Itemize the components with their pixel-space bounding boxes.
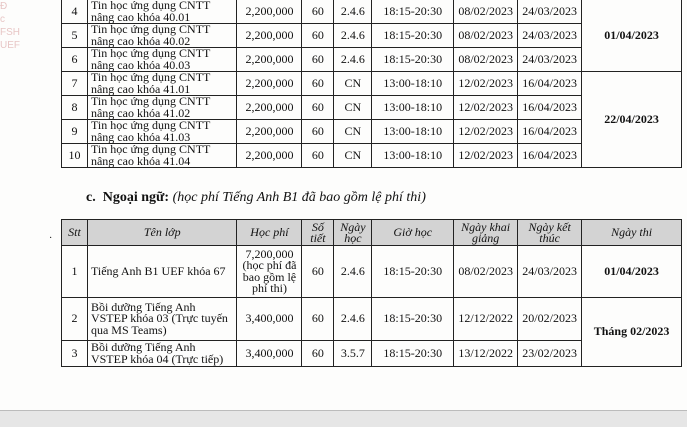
table-row xyxy=(62,72,682,96)
cell-days: 2.4.6 xyxy=(334,246,372,298)
page-footer-bar xyxy=(0,410,687,427)
cell-name: Tin học ứng dụng CNTT nâng cao khóa 40.03 xyxy=(87,48,237,72)
cell-end: 16/04/2023 xyxy=(518,144,582,168)
it-courses-table xyxy=(61,0,682,168)
cell-end: 20/02/2023 xyxy=(518,298,582,341)
cell-time: 13:00-18:10 xyxy=(372,96,454,120)
cell-end: 23/02/2023 xyxy=(518,341,582,367)
cell-time: 13:00-18:10 xyxy=(372,120,454,144)
cell-time: 18:15-20:30 xyxy=(372,246,454,298)
cell-fee: 2,200,000 xyxy=(237,72,302,96)
cell-end: 24/03/2023 xyxy=(518,48,582,72)
cell-periods: 60 xyxy=(302,341,334,367)
cell-periods: 60 xyxy=(302,48,334,72)
table-header-row xyxy=(62,220,682,246)
cell-name: Tin học ứng dụng CNTT nâng cao khóa 40.02 xyxy=(87,24,237,48)
cell-start: 08/02/2023 xyxy=(454,48,518,72)
cell-periods: 60 xyxy=(302,246,334,298)
cell-start: 08/02/2023 xyxy=(454,0,518,24)
section-heading: c. Ngoại ngữ: (học phí Tiếng Anh B1 đã bao gồm lệ phí thi) xyxy=(86,190,426,205)
cell-days: 2.4.6 xyxy=(334,298,372,341)
stamp-mark: Đ c FSH UEF xyxy=(0,1,20,51)
cell-name: Bồi dưỡng Tiếng Anh VSTEP khóa 03 (Trực tuyến qua MS Teams) xyxy=(87,298,237,341)
cell-stt: 1 xyxy=(62,246,88,298)
cell-name: Tiếng Anh B1 UEF khóa 67 xyxy=(87,246,237,298)
cell-start: 08/02/2023 xyxy=(454,24,518,48)
cell-days: 3.5.7 xyxy=(334,341,372,367)
cell-start: 12/02/2023 xyxy=(454,120,518,144)
cell-end: 24/03/2023 xyxy=(518,24,582,48)
margin-mark: · xyxy=(49,233,53,244)
cell-fee: 2,200,000 xyxy=(237,48,302,72)
cell-end: 16/04/2023 xyxy=(518,72,582,96)
cell-end: 16/04/2023 xyxy=(518,120,582,144)
cell-days: CN xyxy=(334,96,372,120)
cell-name: Tin học ứng dụng CNTT nâng cao khóa 41.03 xyxy=(87,120,237,144)
cell-periods: 60 xyxy=(302,72,334,96)
cell-start: 13/12/2022 xyxy=(454,341,518,367)
cell-time: 18:15-20:30 xyxy=(372,24,454,48)
cell-start: 12/12/2022 xyxy=(454,298,518,341)
cell-name: Bồi dưỡng Tiếng Anh VSTEP khóa 04 (Trực tiếp) xyxy=(87,341,237,367)
cell-end: 24/03/2023 xyxy=(518,246,582,298)
cell-name: Tin học ứng dụng CNTT nâng cao khóa 41.02 xyxy=(87,96,237,120)
cell-fee: 2,200,000 xyxy=(237,0,302,24)
cell-time: 18:15-20:30 xyxy=(372,0,454,24)
header-start: Ngày khai giảng xyxy=(454,220,518,246)
header-stt: Stt xyxy=(62,220,88,246)
cell-fee: 2,200,000 xyxy=(237,144,302,168)
cell-name: Tin học ứng dụng CNTT nâng cao khóa 41.04 xyxy=(87,144,237,168)
cell-days: CN xyxy=(334,144,372,168)
cell-end: 24/03/2023 xyxy=(518,0,582,24)
cell-fee: 3,400,000 xyxy=(237,341,302,367)
cell-days: 2.4.6 xyxy=(334,48,372,72)
header-fee: Học phí xyxy=(237,220,302,246)
cell-stt: 10 xyxy=(62,144,88,168)
cell-time: 18:15-20:30 xyxy=(372,341,454,367)
cell-periods: 60 xyxy=(302,144,334,168)
cell-start: 08/02/2023 xyxy=(454,246,518,298)
cell-name: Tin học ứng dụng CNTT nâng cao khóa 40.01 xyxy=(87,0,237,24)
cell-exam-group: 01/04/2023 xyxy=(582,0,682,72)
header-periods: Số tiết xyxy=(302,220,334,246)
table-row xyxy=(62,298,682,341)
cell-fee: 2,200,000 xyxy=(237,24,302,48)
cell-start: 12/02/2023 xyxy=(454,96,518,120)
cell-periods: 60 xyxy=(302,298,334,341)
cell-time: 18:15-20:30 xyxy=(372,298,454,341)
cell-fee: 7,200,000 (học phí đã bao gồm lệ phí thi) xyxy=(237,246,302,298)
cell-stt: 3 xyxy=(62,341,88,367)
cell-stt: 8 xyxy=(62,96,88,120)
cell-start: 12/02/2023 xyxy=(454,72,518,96)
cell-fee: 2,200,000 xyxy=(237,96,302,120)
cell-end: 16/04/2023 xyxy=(518,96,582,120)
table-row xyxy=(62,0,682,24)
language-courses-table xyxy=(61,219,682,367)
header-name: Tên lớp xyxy=(87,220,237,246)
cell-time: 13:00-18:10 xyxy=(372,72,454,96)
cell-stt: 5 xyxy=(62,24,88,48)
cell-periods: 60 xyxy=(302,96,334,120)
cell-time: 13:00-18:10 xyxy=(372,144,454,168)
cell-fee: 3,400,000 xyxy=(237,298,302,341)
cell-start: 12/02/2023 xyxy=(454,144,518,168)
header-days: Ngày học xyxy=(334,220,372,246)
cell-exam: 01/04/2023 xyxy=(582,246,682,298)
cell-stt: 6 xyxy=(62,48,88,72)
cell-days: 2.4.6 xyxy=(334,0,372,24)
cell-stt: 7 xyxy=(62,72,88,96)
header-end: Ngày kết thúc xyxy=(518,220,582,246)
cell-days: CN xyxy=(334,72,372,96)
cell-exam-group: Tháng 02/2023 xyxy=(582,298,682,367)
cell-time: 18:15-20:30 xyxy=(372,48,454,72)
cell-days: CN xyxy=(334,120,372,144)
cell-exam-group: 22/04/2023 xyxy=(582,72,682,168)
cell-periods: 60 xyxy=(302,24,334,48)
header-exam: Ngày thi xyxy=(582,220,682,246)
cell-stt: 4 xyxy=(62,0,88,24)
table-row xyxy=(62,246,682,298)
cell-periods: 60 xyxy=(302,120,334,144)
cell-name: Tin học ứng dụng CNTT nâng cao khóa 41.01 xyxy=(87,72,237,96)
header-time: Giờ học xyxy=(372,220,454,246)
cell-stt: 9 xyxy=(62,120,88,144)
cell-fee: 2,200,000 xyxy=(237,120,302,144)
cell-stt: 2 xyxy=(62,298,88,341)
cell-periods: 60 xyxy=(302,0,334,24)
cell-days: 2.4.6 xyxy=(334,24,372,48)
